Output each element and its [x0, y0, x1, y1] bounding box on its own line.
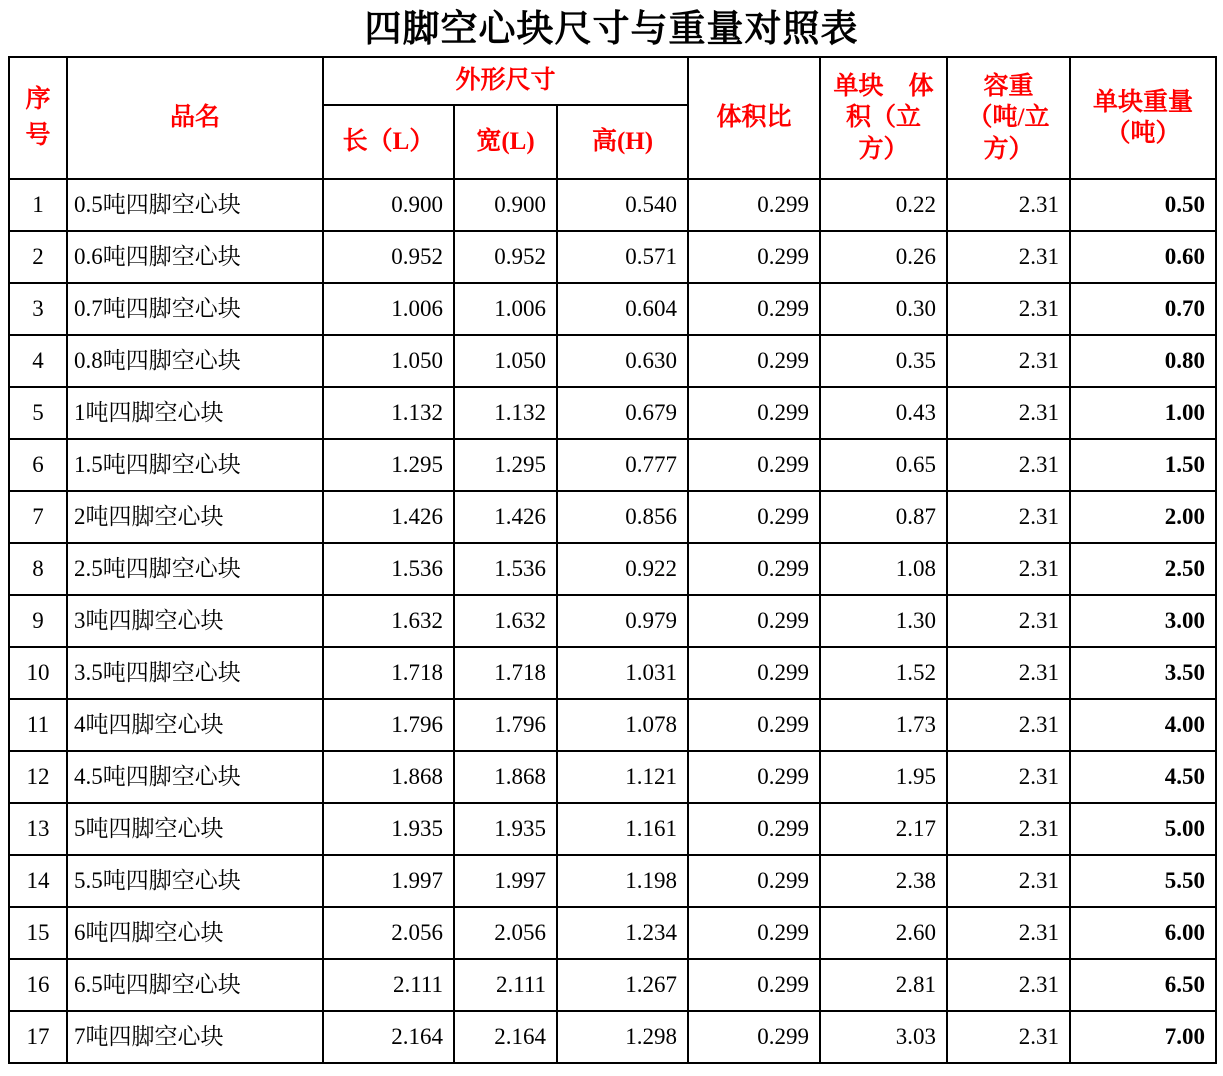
cell-serial: 15 [9, 907, 67, 959]
table-row [9, 595, 1216, 647]
table-row [9, 179, 1216, 231]
cell-unit-volume: 2.60 [820, 907, 947, 959]
cell-volume-ratio: 0.299 [688, 907, 820, 959]
cell-width: 1.295 [454, 439, 557, 491]
cell-bulk-density: 2.31 [947, 595, 1070, 647]
cell-serial: 10 [9, 647, 67, 699]
table-row [9, 803, 1216, 855]
cell-bulk-density: 2.31 [947, 699, 1070, 751]
table-row [9, 231, 1216, 283]
table-row [9, 855, 1216, 907]
cell-volume-ratio: 0.299 [688, 491, 820, 543]
cell-serial: 6 [9, 439, 67, 491]
cell-width: 2.111 [454, 959, 557, 1011]
table-row [9, 491, 1216, 543]
cell-unit-volume: 1.08 [820, 543, 947, 595]
cell-length: 1.006 [323, 283, 454, 335]
table-row [9, 283, 1216, 335]
cell-length: 1.132 [323, 387, 454, 439]
column-header-serial [9, 57, 67, 179]
cell-volume-ratio: 0.299 [688, 647, 820, 699]
cell-bulk-density: 2.31 [947, 907, 1070, 959]
cell-product-name: 5吨四脚空心块 [67, 803, 323, 855]
cell-width: 1.132 [454, 387, 557, 439]
table-row [9, 699, 1216, 751]
cell-serial: 2 [9, 231, 67, 283]
table-row [9, 647, 1216, 699]
size-weight-table [8, 56, 1217, 1064]
cell-unit-weight: 2.50 [1070, 543, 1216, 595]
cell-height: 1.031 [557, 647, 688, 699]
cell-volume-ratio: 0.299 [688, 751, 820, 803]
cell-unit-volume: 0.30 [820, 283, 947, 335]
cell-unit-volume: 0.43 [820, 387, 947, 439]
cell-width: 1.718 [454, 647, 557, 699]
cell-volume-ratio: 0.299 [688, 1011, 820, 1063]
cell-product-name: 1吨四脚空心块 [67, 387, 323, 439]
cell-unit-weight: 0.70 [1070, 283, 1216, 335]
cell-product-name: 2吨四脚空心块 [67, 491, 323, 543]
cell-unit-volume: 2.38 [820, 855, 947, 907]
cell-unit-volume: 0.87 [820, 491, 947, 543]
cell-width: 1.536 [454, 543, 557, 595]
cell-volume-ratio: 0.299 [688, 283, 820, 335]
cell-unit-weight: 1.00 [1070, 387, 1216, 439]
column-header-volume-ratio: 体积比 [688, 57, 820, 179]
table-row [9, 543, 1216, 595]
cell-unit-volume: 3.03 [820, 1011, 947, 1063]
cell-serial: 9 [9, 595, 67, 647]
cell-unit-volume: 2.81 [820, 959, 947, 1011]
cell-product-name: 1.5吨四脚空心块 [67, 439, 323, 491]
cell-serial: 4 [9, 335, 67, 387]
column-header-dimensions-group: 外形尺寸 [323, 57, 688, 105]
cell-serial: 14 [9, 855, 67, 907]
cell-height: 0.540 [557, 179, 688, 231]
cell-product-name: 0.7吨四脚空心块 [67, 283, 323, 335]
cell-height: 1.198 [557, 855, 688, 907]
cell-length: 1.718 [323, 647, 454, 699]
cell-unit-volume: 1.73 [820, 699, 947, 751]
cell-bulk-density: 2.31 [947, 335, 1070, 387]
cell-bulk-density: 2.31 [947, 1011, 1070, 1063]
cell-unit-volume: 0.35 [820, 335, 947, 387]
cell-length: 2.111 [323, 959, 454, 1011]
table-row [9, 335, 1216, 387]
cell-volume-ratio: 0.299 [688, 335, 820, 387]
cell-bulk-density: 2.31 [947, 387, 1070, 439]
cell-bulk-density: 2.31 [947, 439, 1070, 491]
cell-volume-ratio: 0.299 [688, 387, 820, 439]
column-header-product-name: 品名 [67, 57, 323, 179]
cell-unit-volume: 0.26 [820, 231, 947, 283]
cell-height: 1.234 [557, 907, 688, 959]
cell-width: 1.796 [454, 699, 557, 751]
cell-width: 2.056 [454, 907, 557, 959]
cell-unit-weight: 0.80 [1070, 335, 1216, 387]
cell-product-name: 2.5吨四脚空心块 [67, 543, 323, 595]
cell-height: 0.571 [557, 231, 688, 283]
table-row [9, 1011, 1216, 1063]
cell-width: 1.632 [454, 595, 557, 647]
cell-volume-ratio: 0.299 [688, 959, 820, 1011]
cell-bulk-density: 2.31 [947, 803, 1070, 855]
cell-unit-volume: 2.17 [820, 803, 947, 855]
cell-height: 0.922 [557, 543, 688, 595]
cell-product-name: 6.5吨四脚空心块 [67, 959, 323, 1011]
cell-width: 1.006 [454, 283, 557, 335]
cell-volume-ratio: 0.299 [688, 595, 820, 647]
table-row [9, 387, 1216, 439]
cell-volume-ratio: 0.299 [688, 439, 820, 491]
cell-volume-ratio: 0.299 [688, 855, 820, 907]
cell-product-name: 4.5吨四脚空心块 [67, 751, 323, 803]
cell-product-name: 0.5吨四脚空心块 [67, 179, 323, 231]
cell-length: 2.164 [323, 1011, 454, 1063]
cell-height: 1.298 [557, 1011, 688, 1063]
cell-width: 1.426 [454, 491, 557, 543]
cell-unit-weight: 3.50 [1070, 647, 1216, 699]
cell-product-name: 3.5吨四脚空心块 [67, 647, 323, 699]
cell-product-name: 6吨四脚空心块 [67, 907, 323, 959]
cell-length: 2.056 [323, 907, 454, 959]
cell-width: 1.997 [454, 855, 557, 907]
cell-product-name: 7吨四脚空心块 [67, 1011, 323, 1063]
cell-unit-volume: 1.30 [820, 595, 947, 647]
cell-length: 0.900 [323, 179, 454, 231]
cell-product-name: 5.5吨四脚空心块 [67, 855, 323, 907]
cell-volume-ratio: 0.299 [688, 543, 820, 595]
cell-height: 1.121 [557, 751, 688, 803]
cell-length: 1.935 [323, 803, 454, 855]
table-row [9, 907, 1216, 959]
cell-bulk-density: 2.31 [947, 231, 1070, 283]
cell-bulk-density: 2.31 [947, 959, 1070, 1011]
table-body [9, 179, 1216, 1063]
column-header-length: 长（L） [323, 105, 454, 179]
cell-product-name: 4吨四脚空心块 [67, 699, 323, 751]
cell-unit-weight: 0.60 [1070, 231, 1216, 283]
cell-unit-weight: 2.00 [1070, 491, 1216, 543]
column-header-unit-weight: 单块重量（吨） [1070, 57, 1216, 179]
cell-bulk-density: 2.31 [947, 647, 1070, 699]
column-header-serial-label: 序号 [25, 85, 51, 149]
cell-serial: 3 [9, 283, 67, 335]
cell-bulk-density: 2.31 [947, 491, 1070, 543]
cell-height: 0.777 [557, 439, 688, 491]
cell-height: 0.630 [557, 335, 688, 387]
cell-height: 0.604 [557, 283, 688, 335]
cell-volume-ratio: 0.299 [688, 179, 820, 231]
column-header-unit-volume: 单块 体积（立方） [820, 57, 947, 179]
cell-length: 1.796 [323, 699, 454, 751]
cell-height: 1.267 [557, 959, 688, 1011]
column-header-height: 高(H) [557, 105, 688, 179]
cell-width: 0.900 [454, 179, 557, 231]
cell-unit-volume: 0.65 [820, 439, 947, 491]
cell-volume-ratio: 0.299 [688, 803, 820, 855]
cell-unit-weight: 5.50 [1070, 855, 1216, 907]
cell-height: 0.856 [557, 491, 688, 543]
cell-serial: 17 [9, 1011, 67, 1063]
cell-width: 1.868 [454, 751, 557, 803]
column-header-bulk-density: 容重（吨/立方） [947, 57, 1070, 179]
cell-serial: 16 [9, 959, 67, 1011]
cell-unit-volume: 0.22 [820, 179, 947, 231]
cell-serial: 7 [9, 491, 67, 543]
cell-length: 1.632 [323, 595, 454, 647]
cell-unit-volume: 1.52 [820, 647, 947, 699]
cell-length: 1.536 [323, 543, 454, 595]
cell-length: 1.050 [323, 335, 454, 387]
cell-width: 1.050 [454, 335, 557, 387]
cell-volume-ratio: 0.299 [688, 699, 820, 751]
cell-serial: 13 [9, 803, 67, 855]
cell-length: 1.868 [323, 751, 454, 803]
cell-length: 1.997 [323, 855, 454, 907]
cell-serial: 5 [9, 387, 67, 439]
cell-width: 1.935 [454, 803, 557, 855]
cell-width: 0.952 [454, 231, 557, 283]
cell-serial: 11 [9, 699, 67, 751]
cell-unit-weight: 6.00 [1070, 907, 1216, 959]
cell-unit-weight: 4.00 [1070, 699, 1216, 751]
cell-height: 1.161 [557, 803, 688, 855]
cell-product-name: 0.6吨四脚空心块 [67, 231, 323, 283]
cell-unit-weight: 7.00 [1070, 1011, 1216, 1063]
cell-length: 1.295 [323, 439, 454, 491]
cell-height: 1.078 [557, 699, 688, 751]
cell-product-name: 0.8吨四脚空心块 [67, 335, 323, 387]
cell-volume-ratio: 0.299 [688, 231, 820, 283]
cell-width: 2.164 [454, 1011, 557, 1063]
cell-serial: 8 [9, 543, 67, 595]
cell-bulk-density: 2.31 [947, 179, 1070, 231]
cell-unit-weight: 0.50 [1070, 179, 1216, 231]
cell-height: 0.979 [557, 595, 688, 647]
cell-length: 0.952 [323, 231, 454, 283]
cell-unit-weight: 6.50 [1070, 959, 1216, 1011]
table-row [9, 439, 1216, 491]
cell-bulk-density: 2.31 [947, 543, 1070, 595]
cell-bulk-density: 2.31 [947, 751, 1070, 803]
cell-unit-weight: 5.00 [1070, 803, 1216, 855]
cell-product-name: 3吨四脚空心块 [67, 595, 323, 647]
column-header-width: 宽(L) [454, 105, 557, 179]
page-title: 四脚空心块尺寸与重量对照表 [364, 9, 859, 50]
cell-height: 0.679 [557, 387, 688, 439]
cell-unit-weight: 1.50 [1070, 439, 1216, 491]
cell-length: 1.426 [323, 491, 454, 543]
table-row [9, 959, 1216, 1011]
cell-bulk-density: 2.31 [947, 855, 1070, 907]
cell-serial: 1 [9, 179, 67, 231]
cell-unit-weight: 3.00 [1070, 595, 1216, 647]
table-row [9, 751, 1216, 803]
cell-bulk-density: 2.31 [947, 283, 1070, 335]
cell-unit-volume: 1.95 [820, 751, 947, 803]
cell-unit-weight: 4.50 [1070, 751, 1216, 803]
cell-serial: 12 [9, 751, 67, 803]
